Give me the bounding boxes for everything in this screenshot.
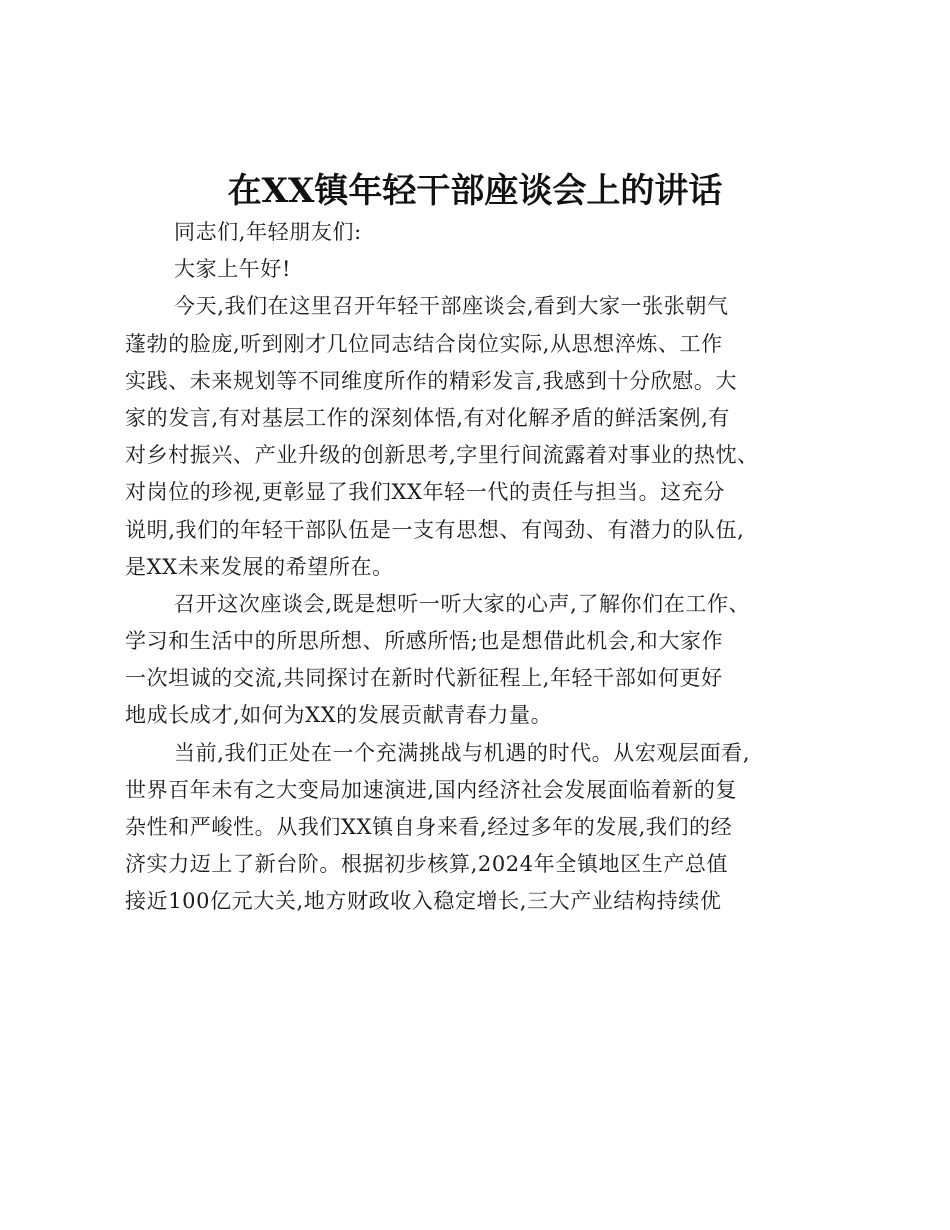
salutation: 同志们,年轻朋友们:: [174, 220, 362, 244]
paragraph-line: 学习和生活中的所思所想、所感所悟;也是想借此机会,和大家作: [125, 629, 724, 654]
paragraph-line: 对乡村振兴、产业升级的创新思考,字里行间流露着对事业的热忱、: [125, 443, 759, 468]
paragraph-line: 说明,我们的年轻干部队伍是一支有思想、有闯劲、有潜力的队伍,: [125, 517, 745, 542]
paragraph-3: [125, 735, 827, 921]
paragraph-line: 世界百年未有之大变局加速演进,国内经济社会发展面临着新的复: [125, 777, 738, 802]
greeting: 大家上午好!: [174, 257, 292, 282]
paragraph-line: 是XX未来发展的希望所在。: [125, 554, 394, 579]
paragraph-1: [125, 288, 827, 586]
document-body: [125, 214, 827, 921]
paragraph-2: [125, 586, 827, 735]
paragraph-line: 对岗位的珍视,更彰显了我们XX年轻一代的责任与担当。这充分: [125, 480, 725, 505]
paragraph-line: 今天,我们在这里召开年轻干部座谈会,看到大家一张张朝气: [174, 294, 729, 319]
paragraph-line: 济实力迈上了新台阶。根据初步核算,2024年全镇地区生产总值: [125, 852, 729, 877]
paragraph-line: 一次坦诚的交流,共同探讨在新时代新征程上,年轻干部如何更好: [125, 666, 723, 691]
document-title: 在XX镇年轻干部座谈会上的讲话: [227, 171, 723, 211]
paragraph-line: 地成长成才,如何为XX的发展贡献青春力量。: [125, 703, 553, 728]
paragraph-line: 家的发言,有对基层工作的深刻体悟,有对化解矛盾的鲜活案例,有: [125, 405, 731, 430]
paragraph-line: 实践、未来规划等不同维度所作的精彩发言,我感到十分欣慰。大: [125, 368, 738, 393]
paragraph-line: 当前,我们正处在一个充满挑战与机遇的时代。从宏观层面看,: [174, 740, 751, 765]
paragraph-line: 召开这次座谈会,既是想听一听大家的心声,了解你们在工作、: [174, 591, 751, 616]
paragraph-line: 接近100亿元大关,地方财政收入稳定增长,三大产业结构持续优: [125, 889, 722, 914]
paragraph-line: 蓬勃的脸庞,听到刚才几位同志结合岗位实际,从思想淬炼、工作: [125, 331, 723, 356]
paragraph-line: 杂性和严峻性。从我们XX镇自身来看,经过多年的发展,我们的经: [125, 815, 733, 839]
